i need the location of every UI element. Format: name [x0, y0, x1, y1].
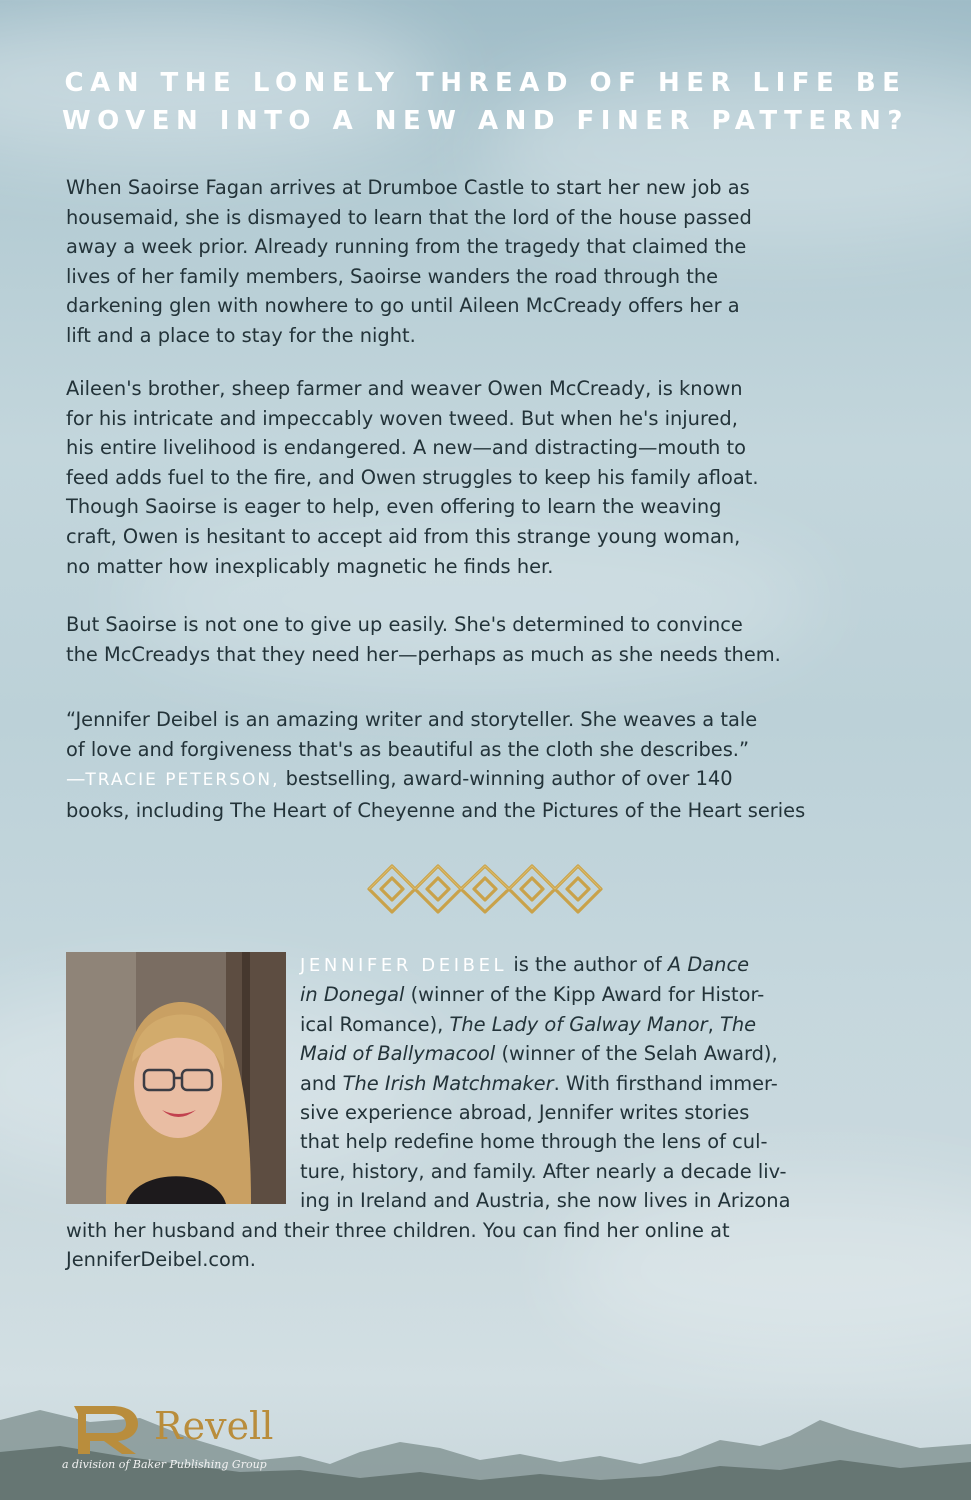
synopsis-paragraph-1 — [66, 173, 916, 351]
text-line: the McCreadys that they need her—perhaps as much as she needs them. — [66, 642, 781, 666]
celtic-knot-icon — [361, 858, 609, 920]
text-line: his entire livelihood is endangered. A new—and distracting—mouth to — [66, 436, 746, 460]
book-title: The Lady of Galway Manor — [449, 1012, 708, 1036]
headline — [40, 64, 931, 140]
book-title: Maid of Ballymacool — [300, 1042, 496, 1066]
text-line: Though Saoirse is eager to help, even offering to learn the weaving — [66, 495, 722, 519]
text-line: When Saoirse Fagan arrives at Drumboe Castle to start her new job as — [66, 176, 750, 199]
text-line: darkening glen with nowhere to go until Aileen McCready offers her a — [66, 294, 740, 318]
bio-line — [66, 950, 916, 980]
bio-line — [66, 1069, 916, 1098]
text-line: lives of her family members, Saoirse wanders the road through the — [66, 264, 719, 288]
text-line: for his intricate and impeccably woven tweed. But when he's injured, — [66, 406, 738, 430]
bio-text: ical Romance), — [300, 1012, 450, 1036]
bio-line — [66, 980, 916, 1009]
bio-text: . With firsthand immer- — [553, 1071, 778, 1095]
text-line: But Saoirse is not one to give up easily. She's determined to convince — [66, 613, 743, 636]
bio-text: and — [300, 1071, 343, 1095]
quote-line: “Jennifer Deibel is an amazing writer and storyteller. She weaves a tale — [66, 708, 758, 731]
headline-line-2: WOVEN INTO A NEW AND FINER PATTERN? — [61, 106, 910, 136]
revell-r-icon — [68, 1400, 148, 1456]
text-line: away a week prior. Already running from the tragedy that claimed the — [66, 235, 747, 259]
synopsis-paragraph-3 — [66, 610, 916, 669]
text-line: Aileen's brother, sheep farmer and weaver Owen McCready, is known — [66, 377, 743, 400]
bio-text: (winner of the Selah Award), — [495, 1042, 778, 1066]
author-name: JENNIFER DEIBEL — [300, 955, 508, 976]
text-line: lift and a place to stay for the night. — [66, 323, 416, 347]
text-line: no matter how inexplicably magnetic he finds her. — [66, 554, 554, 578]
bio-line: sive experience abroad, Jennifer writes stories — [300, 1101, 750, 1125]
endorsement-dash: — — [66, 767, 86, 791]
bio-line — [66, 1039, 916, 1068]
text-line: feed adds fuel to the fire, and Owen struggles to keep his family afloat. — [66, 465, 759, 489]
book-title: The Irish Matchmaker — [342, 1071, 554, 1095]
endorser-credit: bestselling, award-winning author of over 140 — [279, 767, 733, 791]
endorser-credit-continued: books, including The Heart of Cheyenne and the Pictures of the Heart series — [66, 798, 806, 822]
bio-line: ing in Ireland and Austria, she now lives in Arizona — [300, 1189, 791, 1213]
bio-text: , — [707, 1012, 720, 1036]
publisher-tagline: a division of Baker Publishing Group — [62, 1458, 267, 1471]
book-title: in Donegal — [300, 983, 405, 1007]
bio-text: is the author of — [507, 953, 668, 976]
bio-line: that help redefine home through the lens of cul- — [300, 1130, 768, 1154]
book-title: A Dance — [667, 953, 750, 976]
book-title: The — [719, 1012, 757, 1036]
bio-line — [66, 1010, 916, 1039]
text-line: craft, Owen is hesitant to accept aid from this strange young woman, — [66, 524, 741, 548]
publisher-logo — [62, 1400, 362, 1490]
endorser-name: TRACIE PETERSON, — [85, 770, 280, 791]
bio-line: ture, history, and family. After nearly a decade liv- — [300, 1159, 787, 1183]
endorsement-quote — [66, 705, 916, 825]
author-bio — [66, 950, 916, 1274]
quote-line: of love and forgiveness that's as beautiful as the cloth she describes.” — [66, 737, 750, 761]
headline-line-1: CAN THE LONELY THREAD OF HER LIFE BE — [64, 68, 907, 98]
endorsement-credit-line — [66, 764, 916, 796]
bio-text: (winner of the Kipp Award for Histor- — [404, 983, 765, 1007]
text-line: housemaid, she is dismayed to learn that the lord of the house passed — [66, 205, 752, 229]
bio-line: with her husband and their three children. You can find her online at — [66, 1218, 730, 1242]
synopsis-paragraph-2 — [66, 374, 916, 581]
publisher-name: Revell — [154, 1404, 274, 1448]
bio-line: JenniferDeibel.com. — [66, 1248, 256, 1272]
